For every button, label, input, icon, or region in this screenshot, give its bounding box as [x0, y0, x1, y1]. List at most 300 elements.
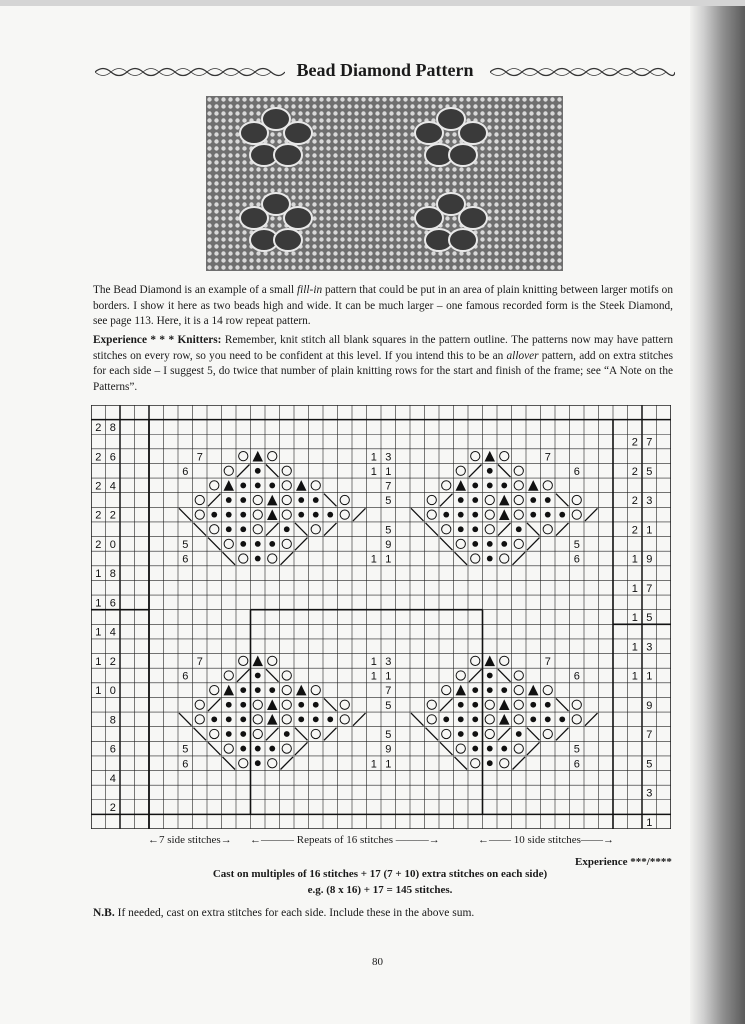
yarn-over-symbol [514, 715, 523, 724]
bobble-symbol [240, 512, 246, 518]
k2tog-symbol [353, 508, 366, 521]
bobble-symbol [472, 526, 478, 532]
bobble-symbol [255, 746, 261, 752]
bobble-symbol [443, 716, 449, 722]
stitch-count: 1 [370, 465, 377, 478]
yarn-over-symbol [282, 744, 291, 753]
bobble-symbol [472, 746, 478, 752]
yarn-over-symbol [442, 685, 451, 694]
bobble-symbol [240, 731, 246, 737]
ssk-symbol [411, 508, 424, 521]
yarn-over-symbol [282, 481, 291, 490]
yarn-over-symbol [456, 671, 465, 680]
stitch-count: 1 [370, 670, 377, 683]
yarn-over-symbol [442, 481, 451, 490]
yarn-over-symbol [471, 452, 480, 461]
bobble-symbol [516, 526, 522, 532]
double-decrease-symbol [499, 495, 510, 506]
bobble-symbol [501, 687, 507, 693]
page-number: 80 [372, 956, 383, 968]
yarn-over-symbol [340, 715, 349, 724]
bobble-symbol [559, 716, 565, 722]
bobble-symbol [472, 716, 478, 722]
k2tog-symbol [556, 728, 569, 741]
stitch-count: 5 [573, 538, 580, 551]
right-row-number: 3 [646, 495, 653, 508]
left-row-number: 0 [109, 685, 116, 698]
left-row-number: 2 [109, 802, 116, 815]
k2tog-symbol [281, 757, 294, 770]
yarn-over-symbol [311, 525, 320, 534]
k2tog-symbol [498, 523, 511, 536]
bobble-symbol [226, 731, 232, 737]
ssk-symbol [440, 538, 453, 551]
yarn-over-symbol [543, 481, 552, 490]
ssk-symbol [208, 742, 221, 755]
left-row-number: 0 [109, 538, 116, 551]
yarn-over-symbol [471, 554, 480, 563]
double-decrease-symbol [253, 451, 264, 462]
double-decrease-symbol [528, 685, 539, 696]
double-decrease-symbol [267, 509, 278, 520]
bobble-symbol [255, 468, 261, 474]
yarn-over-symbol [268, 554, 277, 563]
ssk-symbol [426, 523, 439, 536]
bobble-symbol [487, 746, 493, 752]
ssk-symbol [179, 508, 192, 521]
bobble-symbol [530, 512, 536, 518]
bobble-symbol [313, 716, 319, 722]
stitch-count: 1 [370, 655, 377, 668]
bobble-symbol [298, 512, 304, 518]
bobble-symbol [545, 497, 551, 503]
left-row-number: 2 [109, 509, 116, 522]
double-decrease-symbol [267, 714, 278, 725]
stitch-count: 6 [573, 670, 580, 683]
bobble-symbol [313, 702, 319, 708]
stitch-count: 6 [182, 553, 189, 566]
yarn-over-symbol [514, 685, 523, 694]
yarn-over-symbol [253, 510, 262, 519]
yarn-over-symbol [239, 554, 248, 563]
stitch-count: 9 [385, 538, 392, 551]
left-row-number: 8 [109, 568, 116, 581]
stitch-count: 6 [182, 465, 189, 478]
stitch-count: 3 [385, 451, 392, 464]
right-row-number: 3 [646, 641, 653, 654]
yarn-over-symbol [282, 700, 291, 709]
k2tog-symbol [440, 494, 453, 507]
left-row-number: 8 [109, 714, 116, 727]
right-row-number: 5 [646, 758, 653, 771]
yarn-over-symbol [514, 510, 523, 519]
yarn-over-symbol [572, 510, 581, 519]
k2tog-symbol [266, 728, 279, 741]
left-row-number: 1 [95, 685, 102, 698]
yarn-over-symbol [239, 656, 248, 665]
side-stitches-left-label: ←7 side stitches→ [148, 834, 232, 846]
ssk-symbol [556, 698, 569, 711]
right-row-number: 2 [631, 465, 638, 478]
k2tog-symbol [469, 669, 482, 682]
double-decrease-symbol [267, 495, 278, 506]
right-row-number: 2 [631, 436, 638, 449]
bobble-symbol [487, 468, 493, 474]
yarn-over-symbol [253, 700, 262, 709]
bobble-symbol [284, 731, 290, 737]
bobble-symbol [530, 497, 536, 503]
bobble-symbol [458, 702, 464, 708]
yarn-over-symbol [282, 671, 291, 680]
bobble-symbol [313, 497, 319, 503]
book-spine-shadow [690, 0, 745, 1024]
stitch-count: 1 [370, 451, 377, 464]
stitch-count: 9 [385, 743, 392, 756]
yarn-over-symbol [485, 525, 494, 534]
yarn-over-symbol [195, 510, 204, 519]
ssk-symbol [455, 757, 468, 770]
yarn-over-symbol [210, 481, 219, 490]
bobble-symbol [298, 702, 304, 708]
ssk-symbol [194, 728, 207, 741]
k2tog-symbol [527, 742, 540, 755]
ssk-symbol [208, 538, 221, 551]
bobble-symbol [501, 541, 507, 547]
bobble-symbol [487, 541, 493, 547]
bobble-symbol [487, 760, 493, 766]
bobble-symbol [472, 512, 478, 518]
yarn-over-symbol [210, 525, 219, 534]
bobble-symbol [255, 556, 261, 562]
stitch-count: 5 [385, 699, 392, 712]
stitch-count: 1 [385, 465, 392, 478]
knitting-chart [91, 405, 671, 829]
left-row-number: 2 [95, 422, 102, 435]
right-row-number: 1 [631, 612, 638, 625]
yarn-over-symbol [500, 656, 509, 665]
stitch-count: 7 [385, 480, 392, 493]
yarn-over-symbol [427, 715, 436, 724]
bobble-symbol [501, 483, 507, 489]
yarn-over-symbol [514, 466, 523, 475]
yarn-over-symbol [514, 700, 523, 709]
bobble-symbol [226, 716, 232, 722]
stitch-count: 6 [182, 670, 189, 683]
yarn-over-symbol [224, 539, 233, 548]
right-row-number: 1 [646, 816, 653, 829]
stitch-count: 6 [573, 758, 580, 771]
yarn-over-symbol [442, 525, 451, 534]
left-row-number: 6 [109, 597, 116, 610]
yarn-over-symbol [485, 715, 494, 724]
k2tog-symbol [324, 728, 337, 741]
yarn-over-symbol [514, 744, 523, 753]
bobble-symbol [255, 687, 261, 693]
bobble-symbol [472, 483, 478, 489]
k2tog-symbol [266, 523, 279, 536]
ssk-symbol [411, 713, 424, 726]
stitch-count: 1 [385, 553, 392, 566]
bobble-symbol [240, 746, 246, 752]
stitch-count: 5 [385, 495, 392, 508]
ssk-symbol [223, 552, 236, 565]
yarn-over-symbol [268, 656, 277, 665]
right-row-number: 1 [646, 524, 653, 537]
bobble-symbol [487, 483, 493, 489]
k2tog-symbol [208, 698, 221, 711]
ssk-symbol [324, 698, 337, 711]
left-row-number: 4 [109, 772, 116, 785]
stitch-count: 1 [385, 670, 392, 683]
bobble-symbol [487, 687, 493, 693]
stitch-count: 5 [385, 524, 392, 537]
bobble-symbol [211, 512, 217, 518]
yarn-over-symbol [253, 525, 262, 534]
right-row-number: 7 [646, 436, 653, 449]
yarn-over-symbol [514, 495, 523, 504]
yarn-over-symbol [427, 700, 436, 709]
yarn-over-symbol [282, 466, 291, 475]
yarn-over-symbol [427, 510, 436, 519]
ssk-symbol [295, 523, 308, 536]
bobble-symbol [327, 512, 333, 518]
left-row-number: 2 [95, 480, 102, 493]
left-row-number: 1 [95, 655, 102, 668]
stitch-count: 1 [370, 758, 377, 771]
title-row [95, 60, 675, 86]
bobble-symbol [298, 497, 304, 503]
k2tog-symbol [585, 713, 598, 726]
double-decrease-symbol [528, 480, 539, 491]
right-row-number: 1 [631, 670, 638, 683]
bobble-symbol [443, 512, 449, 518]
yarn-over-symbol [456, 539, 465, 548]
double-decrease-symbol [296, 480, 307, 491]
double-decrease-symbol [224, 685, 235, 696]
bobble-symbol [458, 497, 464, 503]
yarn-over-symbol [471, 656, 480, 665]
yarn-over-symbol [210, 729, 219, 738]
stitch-count: 1 [385, 758, 392, 771]
left-row-number: 8 [109, 422, 116, 435]
bobble-symbol [559, 512, 565, 518]
yarn-over-symbol [572, 495, 581, 504]
yarn-over-symbol [195, 715, 204, 724]
yarn-over-symbol [340, 700, 349, 709]
yarn-over-symbol [253, 495, 262, 504]
yarn-over-symbol [485, 729, 494, 738]
k2tog-symbol [295, 538, 308, 551]
yarn-over-symbol [282, 495, 291, 504]
bobble-symbol [240, 702, 246, 708]
bobble-symbol [472, 541, 478, 547]
yarn-over-symbol [514, 481, 523, 490]
yarn-over-symbol [471, 759, 480, 768]
left-row-number: 4 [109, 480, 116, 493]
bobble-symbol [255, 760, 261, 766]
right-row-number: 7 [646, 582, 653, 595]
bobble-symbol [516, 731, 522, 737]
bobble-symbol [240, 687, 246, 693]
ssk-symbol [223, 757, 236, 770]
bobble-symbol [240, 497, 246, 503]
yarn-over-symbol [311, 729, 320, 738]
bobble-symbol [226, 526, 232, 532]
k2tog-symbol [513, 552, 526, 565]
double-decrease-symbol [224, 480, 235, 491]
right-row-number: 1 [631, 553, 638, 566]
ssk-symbol [266, 669, 279, 682]
ssk-symbol [266, 464, 279, 477]
ssk-symbol [194, 523, 207, 536]
stitch-count: 7 [196, 451, 203, 464]
yarn-over-symbol [500, 452, 509, 461]
bobble-symbol [545, 702, 551, 708]
bobble-symbol [211, 716, 217, 722]
bobble-symbol [240, 483, 246, 489]
k2tog-symbol [353, 713, 366, 726]
double-decrease-symbol [456, 685, 467, 696]
k2tog-symbol [440, 698, 453, 711]
k2tog-symbol [281, 552, 294, 565]
yarn-over-symbol [210, 685, 219, 694]
bobble-symbol [240, 526, 246, 532]
stitch-count: 5 [573, 743, 580, 756]
bobble-symbol [472, 731, 478, 737]
bobble-symbol [226, 497, 232, 503]
nb-note: N.B. If needed, cast on extra stitches for each side. Include these in the above sum. [93, 907, 475, 919]
bobble-symbol [255, 483, 261, 489]
double-decrease-symbol [296, 685, 307, 696]
ssk-symbol [556, 494, 569, 507]
stitch-count: 6 [573, 553, 580, 566]
lace-sample-photo [206, 96, 563, 271]
yarn-over-symbol [514, 539, 523, 548]
left-row-number: 6 [109, 451, 116, 464]
ssk-symbol [527, 523, 540, 536]
bobble-symbol [269, 746, 275, 752]
yarn-over-symbol [253, 715, 262, 724]
left-row-number: 4 [109, 626, 116, 639]
bobble-symbol [240, 541, 246, 547]
bobble-symbol [458, 526, 464, 532]
bobble-symbol [240, 716, 246, 722]
stitch-count: 7 [544, 451, 551, 464]
bobble-symbol [269, 541, 275, 547]
ssk-symbol [179, 713, 192, 726]
yarn-over-symbol [195, 495, 204, 504]
k2tog-symbol [237, 669, 250, 682]
yarn-over-symbol [239, 759, 248, 768]
double-decrease-symbol [499, 714, 510, 725]
bobble-symbol [545, 716, 551, 722]
bobble-symbol [226, 512, 232, 518]
k2tog-symbol [498, 728, 511, 741]
yarn-over-symbol [282, 539, 291, 548]
yarn-over-symbol [224, 466, 233, 475]
yarn-over-symbol [427, 495, 436, 504]
yarn-over-symbol [514, 671, 523, 680]
yarn-over-symbol [195, 700, 204, 709]
yarn-over-symbol [500, 759, 509, 768]
cast-on-line-2: e.g. (8 x 16) + 17 = 145 stitches. [307, 884, 453, 896]
right-row-number: 9 [646, 553, 653, 566]
stitch-count: 6 [573, 465, 580, 478]
bobble-symbol [313, 512, 319, 518]
stitch-count: 5 [385, 729, 392, 742]
bobble-symbol [255, 541, 261, 547]
side-stitches-right-label: ←—— 10 side stitches——→ [478, 834, 614, 846]
k2tog-symbol [585, 508, 598, 521]
experience-paragraph: Experience * * * Knitters: Remember, knit stitch all blank squares in the pattern outline. The patterns now may have pattern stitches on every row, so you need to be confident at this level. If you intend this to be an allover pattern, add on extra stitches for each side – I suggest 5, do twice that number of plain knitting rows for the start and finish of the frame; see “A Note on the Patterns”. [93, 334, 673, 393]
k2tog-symbol [295, 742, 308, 755]
bobble-symbol [255, 673, 261, 679]
right-row-number: 3 [646, 787, 653, 800]
right-row-number: 2 [631, 524, 638, 537]
bobble-symbol [501, 746, 507, 752]
ssk-symbol [426, 728, 439, 741]
bobble-symbol [487, 673, 493, 679]
yarn-over-symbol [442, 729, 451, 738]
bobble-symbol [530, 702, 536, 708]
yarn-over-symbol [572, 700, 581, 709]
ssk-symbol [295, 728, 308, 741]
yarn-over-symbol [340, 510, 349, 519]
page-title: Bead Diamond Pattern [296, 60, 474, 80]
yarn-over-symbol [224, 744, 233, 753]
stitch-count: 3 [385, 655, 392, 668]
stitch-count: 1 [370, 553, 377, 566]
bobble-symbol [530, 716, 536, 722]
bobble-symbol [269, 483, 275, 489]
yarn-over-symbol [239, 452, 248, 461]
bobble-symbol [472, 687, 478, 693]
yarn-over-symbol [224, 671, 233, 680]
stitch-count: 7 [544, 655, 551, 668]
bobble-symbol [472, 497, 478, 503]
ssk-symbol [527, 728, 540, 741]
yarn-over-symbol [572, 715, 581, 724]
bobble-symbol [269, 687, 275, 693]
bobble-symbol [327, 716, 333, 722]
yarn-over-symbol [485, 510, 494, 519]
right-row-number: 1 [646, 670, 653, 683]
ssk-symbol [455, 552, 468, 565]
right-row-number: 5 [646, 612, 653, 625]
yarn-over-symbol [311, 685, 320, 694]
ssk-symbol [440, 742, 453, 755]
right-flourish-icon [490, 65, 675, 79]
k2tog-symbol [469, 464, 482, 477]
double-decrease-symbol [499, 509, 510, 520]
yarn-over-symbol [340, 495, 349, 504]
stitch-count: 6 [182, 758, 189, 771]
ssk-symbol [324, 494, 337, 507]
stitch-count: 5 [182, 743, 189, 756]
yarn-over-symbol [456, 744, 465, 753]
right-row-number: 7 [646, 729, 653, 742]
right-row-number: 5 [646, 465, 653, 478]
page-top-edge [0, 0, 745, 6]
left-row-number: 2 [95, 509, 102, 522]
bobble-symbol [472, 702, 478, 708]
bobble-symbol [284, 526, 290, 532]
double-decrease-symbol [499, 699, 510, 710]
yarn-over-symbol [485, 700, 494, 709]
left-row-number: 2 [95, 538, 102, 551]
yarn-over-symbol [282, 685, 291, 694]
k2tog-symbol [237, 464, 250, 477]
